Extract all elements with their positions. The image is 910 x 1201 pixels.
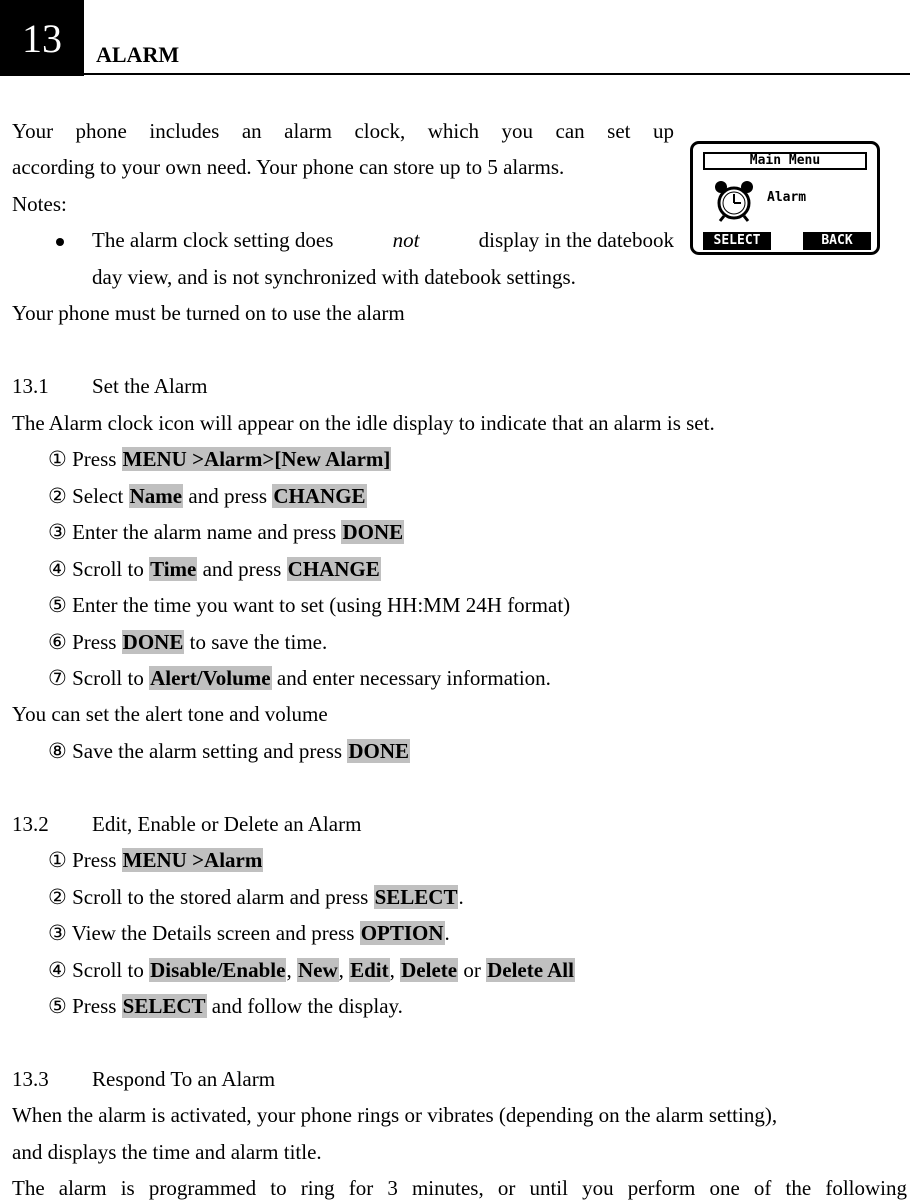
step-1-3: ③ Enter the alarm name and press DONE <box>48 520 404 544</box>
step-2-3: ③ View the Details screen and press OPTION. <box>48 921 450 945</box>
note-text-a: The alarm clock setting does <box>92 228 334 252</box>
intro-line-after: Your phone must be turned on to use the alarm <box>12 301 405 325</box>
chapter-number: 13 <box>22 15 62 61</box>
bullet-icon <box>56 238 64 246</box>
section-13-1-heading: 13.1 Set the Alarm <box>12 374 208 398</box>
section-13-1-desc: The Alarm clock icon will appear on the idle display to indicate that an alarm is set. <box>12 411 715 435</box>
chapter-number-box <box>0 0 84 76</box>
intro-line-1: Your phone includes an alarm clock, which you can set up <box>12 119 674 143</box>
section-13-3-line-3: The alarm is programmed to ring for 3 minutes, or until you perform one of the following <box>12 1176 907 1200</box>
header-rule <box>84 73 910 75</box>
phone-menu-item: Alarm <box>767 190 807 205</box>
notes-label: Notes: <box>12 192 67 216</box>
section-13-3-line-1: When the alarm is activated, your phone rings or vibrates (depending on the alarm setting), <box>12 1103 778 1127</box>
alarm-clock-icon <box>711 178 757 230</box>
phone-screen-illustration <box>690 141 880 255</box>
step-1-1: ① Press MENU >Alarm>[New Alarm] <box>48 447 391 471</box>
step-2-4: ④ Scroll to Disable/Enable, New, Edit, Delete or Delete All <box>48 958 574 982</box>
step-2-1: ① Press MENU >Alarm <box>48 848 263 872</box>
section-13-2-heading: 13.2 Edit, Enable or Delete an Alarm <box>12 812 362 836</box>
step-1-6: ⑥ Press DONE to save the time. <box>48 630 328 654</box>
section-13-1-note: You can set the alert tone and volume <box>12 702 328 726</box>
section-13-3-heading: 13.3 Respond To an Alarm <box>12 1067 276 1091</box>
step-1-2: ② Select Name and press CHANGE <box>48 484 366 508</box>
note-line-2: day view, and is not synchronized with datebook settings. <box>92 265 576 289</box>
select-softkey: SELECT <box>703 232 771 250</box>
section-13-3-line-2: and displays the time and alarm title. <box>12 1140 322 1164</box>
step-2-2: ② Scroll to the stored alarm and press SELECT. <box>48 885 464 909</box>
note-text-b: display in the datebook <box>478 228 674 252</box>
back-softkey: BACK <box>803 232 871 250</box>
phone-screen-title: Main Menu <box>703 152 867 170</box>
note-line-1 <box>92 227 674 253</box>
note-emphasis: not <box>392 228 420 252</box>
step-1-4: ④ Scroll to Time and press CHANGE <box>48 557 380 581</box>
step-1-5: ⑤ Enter the time you want to set (using HH:MM 24H format) <box>48 593 571 617</box>
step-1-7: ⑦ Scroll to Alert/Volume and enter necessary information. <box>48 666 551 690</box>
step-1-8: ⑧ Save the alarm setting and press DONE <box>48 739 410 763</box>
intro-line-2: according to your own need. Your phone can store up to 5 alarms. <box>12 155 565 179</box>
chapter-title: ALARM <box>96 42 180 67</box>
step-2-5: ⑤ Press SELECT and follow the display. <box>48 994 403 1018</box>
